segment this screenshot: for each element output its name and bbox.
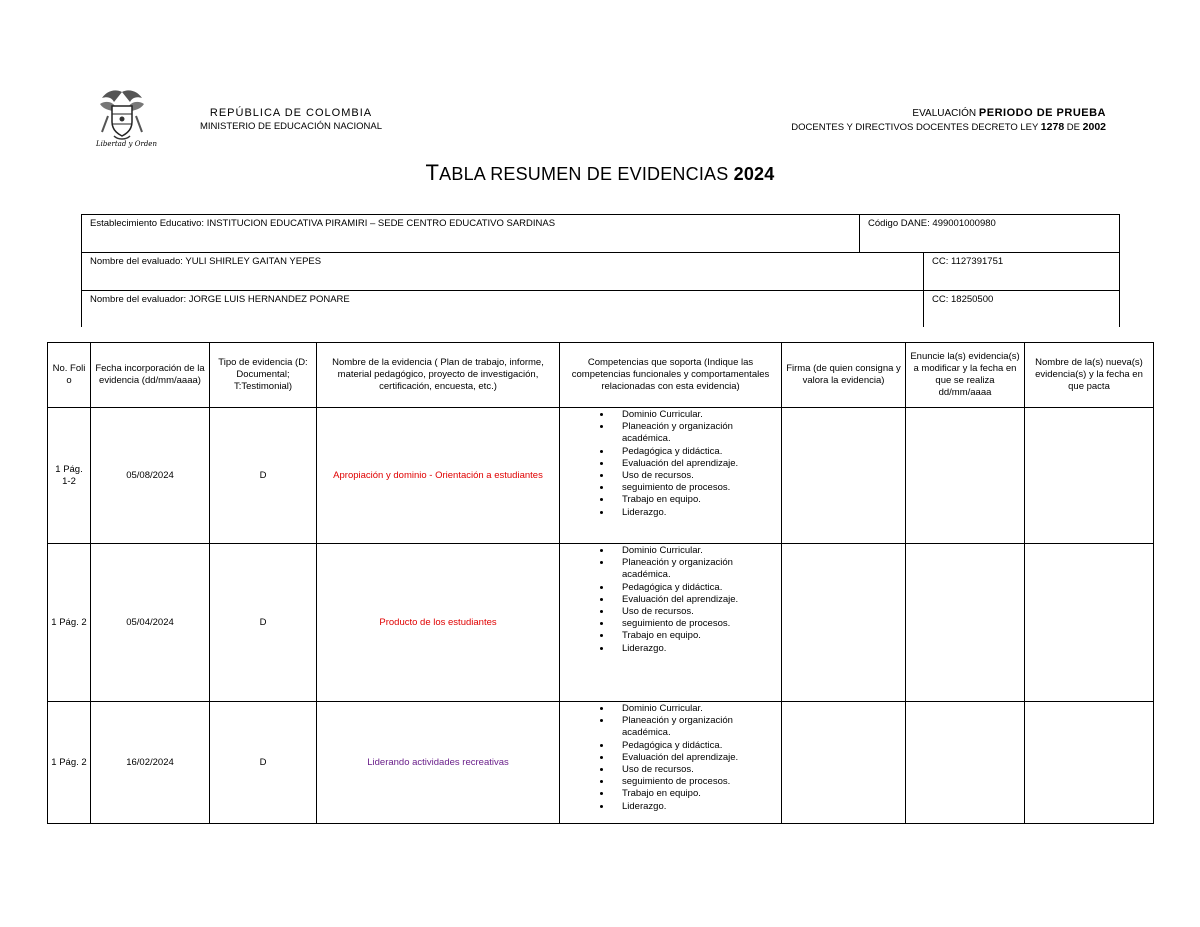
header-firma: Firma (de quien consigna y valora la evidencia) <box>782 343 906 408</box>
competencia-item: • seguimiento de procesos. <box>612 618 777 630</box>
cc-evaluado-cell: CC: 1127391751 <box>924 253 1120 291</box>
competencia-item: • Uso de recursos. <box>612 470 777 482</box>
table-row <box>48 408 1154 544</box>
title-text: ABLA RESUMEN DE EVIDENCIAS <box>439 164 734 184</box>
logo-motto: Libertad y Orden <box>96 140 157 148</box>
evaluador-cell: Nombre del evaluador: JORGE LUIS HERNANDEZ PONARE <box>82 291 924 328</box>
competencia-item: • Evaluación del aprendizaje. <box>612 594 777 606</box>
competencia-item: • Liderazgo. <box>612 507 777 519</box>
nueva-evidencia-cell <box>1025 544 1154 702</box>
folio-cell: 1 Pág. 2 <box>48 702 91 824</box>
firma-cell <box>782 544 906 702</box>
evaluation-period: PERIODO DE PRUEBA <box>978 107 1106 119</box>
header-right <box>791 107 1106 133</box>
fecha-cell: 05/08/2024 <box>91 408 210 544</box>
competencia-item: • Planeación y organización académica. <box>612 421 777 445</box>
decree-mid: DE <box>1064 122 1083 133</box>
decree-number: 1278 <box>1040 121 1065 133</box>
competencia-item: • seguimiento de procesos. <box>612 776 777 788</box>
competencias-list <box>564 409 777 519</box>
tipo-cell: D <box>210 408 317 544</box>
header-folio: No. Foli o <box>48 343 91 408</box>
table-row <box>48 544 1154 702</box>
competencia-item: • Trabajo en equipo. <box>612 494 777 506</box>
firma-cell <box>782 408 906 544</box>
nombre-cell: Producto de los estudiantes <box>317 544 560 702</box>
evidence-body <box>48 408 1154 824</box>
competencia-item: • Planeación y organización académica. <box>612 557 777 581</box>
folio-cell: 1 Pág. 1-2 <box>48 408 91 544</box>
evaluation-prefix: EVALUACIÓN <box>912 108 979 119</box>
competencias-list <box>564 545 777 655</box>
competencia-item: • Pedagógica y didáctica. <box>612 740 777 752</box>
ministry-name: MINISTERIO DE EDUCACIÓN NACIONAL <box>199 121 383 132</box>
header-nueva: Nombre de la(s) nueva(s) evidencia(s) y la fecha en que pacta <box>1025 343 1154 408</box>
competencia-item: • Trabajo en equipo. <box>612 788 777 800</box>
competencia-item: • Pedagógica y didáctica. <box>612 446 777 458</box>
cc-evaluador-cell: CC: 18250500 <box>924 291 1120 328</box>
competencia-item: • Evaluación del aprendizaje. <box>612 458 777 470</box>
tipo-cell: D <box>210 544 317 702</box>
header-modificar: Enuncie la(s) evidencia(s) a modificar y la fecha en que se realiza dd/mm/aaaa <box>906 343 1025 408</box>
modificar-cell <box>906 544 1025 702</box>
competencias-list <box>564 703 777 813</box>
competencia-item: • Pedagógica y didáctica. <box>612 582 777 594</box>
competencia-item: • Trabajo en equipo. <box>612 630 777 642</box>
tipo-cell: D <box>210 702 317 824</box>
decree-prefix: DOCENTES Y DIRECTIVOS DOCENTES DECRETO LEY <box>791 122 1041 133</box>
header-fecha: Fecha incorporación de la evidencia (dd/mm/aaaa) <box>91 343 210 408</box>
page-title <box>0 160 1200 186</box>
competencia-item: • Uso de recursos. <box>612 764 777 776</box>
nombre-cell: Apropiación y dominio - Orientación a estudiantes <box>317 408 560 544</box>
nueva-evidencia-cell <box>1025 702 1154 824</box>
evaluation-type <box>791 107 1106 119</box>
competencias-cell <box>560 702 782 824</box>
header-tipo: Tipo de evidencia (D: Documental; T:Testimonial) <box>210 343 317 408</box>
info-row-evaluador <box>82 291 1120 328</box>
header-left <box>186 107 396 132</box>
info-row-establecimiento <box>82 215 1120 253</box>
fecha-cell: 05/04/2024 <box>91 544 210 702</box>
header-nombre: Nombre de la evidencia ( Plan de trabajo, informe, material pedagógico, proyecto de investigación, certificación, encuesta, etc.) <box>317 343 560 408</box>
evidence-header-row <box>48 343 1154 408</box>
colombia-coat-of-arms-logo <box>92 86 157 152</box>
info-row-evaluado <box>82 253 1120 291</box>
competencia-item: • Dominio Curricular. <box>612 703 777 715</box>
competencia-item: • Dominio Curricular. <box>612 409 777 421</box>
title-first-letter: T <box>425 160 440 185</box>
competencia-item: • Dominio Curricular. <box>612 545 777 557</box>
nombre-cell: Liderando actividades recreativas <box>317 702 560 824</box>
table-row <box>48 702 1154 824</box>
nueva-evidencia-cell <box>1025 408 1154 544</box>
evaluado-cell: Nombre del evaluado: YULI SHIRLEY GAITAN YEPES <box>82 253 924 291</box>
modificar-cell <box>906 408 1025 544</box>
competencia-item: • Uso de recursos. <box>612 606 777 618</box>
fecha-cell: 16/02/2024 <box>91 702 210 824</box>
decree-line <box>791 121 1106 133</box>
competencias-cell <box>560 408 782 544</box>
competencia-item: • Evaluación del aprendizaje. <box>612 752 777 764</box>
firma-cell <box>782 702 906 824</box>
info-table <box>81 214 1120 327</box>
evidence-table <box>47 342 1154 824</box>
folio-cell: 1 Pág. 2 <box>48 544 91 702</box>
decree-year: 2002 <box>1082 121 1106 133</box>
competencia-item: • seguimiento de procesos. <box>612 482 777 494</box>
establecimiento-cell: Establecimiento Educativo: INSTITUCION EDUCATIVA PIRAMIRI – SEDE CENTRO EDUCATIVO SARDINAS <box>82 215 860 253</box>
header-competencias: Competencias que soporta (Indique las competencias funcionales y comportamentales relacionadas con esta evidencia) <box>560 343 782 408</box>
competencia-item: • Liderazgo. <box>612 801 777 813</box>
competencia-item: • Planeación y organización académica. <box>612 715 777 739</box>
modificar-cell <box>906 702 1025 824</box>
country-name: REPÚBLICA DE COLOMBIA <box>209 107 373 119</box>
dane-cell: Código DANE: 499001000980 <box>860 215 1120 253</box>
competencias-cell <box>560 544 782 702</box>
competencia-item: • Liderazgo. <box>612 643 777 655</box>
title-year: 2024 <box>733 164 775 184</box>
